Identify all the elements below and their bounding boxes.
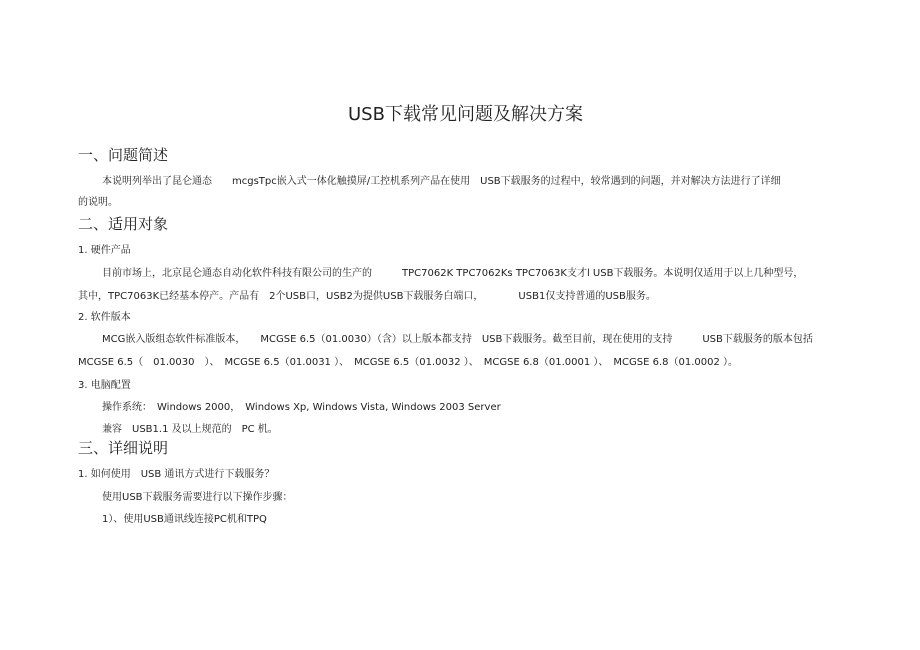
software-line-1: MCG嵌入版组态软件标准版本， MCGSE 6.5（01.0030）（含）以上版本都支持 USB下载服务。截至目前，现在使用的支持 USB下载服务的版本包括 [102, 334, 813, 345]
subsection-label-pc-config: 3. 电脑配置 [78, 380, 131, 391]
document-title: USB下载常见问题及解决方案 [348, 104, 583, 125]
hardware-line-2: 其中，TPC7063K已经基本停产。产品有 2个USB口，USB2为提供USB下载服务白端口， USB1仅支持普通的USB服务。 [78, 291, 656, 302]
section-heading-overview: 一、问题简述 [78, 146, 169, 164]
details-line-1: 使用USB下载服务需要进行以下操作步骤： [102, 492, 293, 503]
software-line-2: MCGSE 6.5（ 01.0030 ）、 MCGSE 6.5（01.0031 ）、 MCGSE 6.5（01.0032 ）、 MCGSE 6.8（01.0001 ）、 MCGSE 6.8（01.0002 ）。 [78, 357, 739, 368]
hardware-line-1: 目前市场上，北京昆仑通态自动化软件科技有限公司的生产的 TPC7062K TPC7062Ks TPC7063K支才l USB下载服务。本说明仅适用于以上几种型号， [102, 268, 804, 279]
subsection-label-usb-download: 1. 如何使用 USB 通讯方式进行下载服务？ [78, 469, 275, 480]
pc-config-line-2: 兼容 USB1.1 及以上规范的 PC 机。 [102, 424, 278, 435]
overview-line-2: 的说明。 [78, 197, 118, 208]
details-line-2: 1）、使用USB通讯线连接PC机和TPQ [102, 514, 267, 525]
subsection-label-software: 2. 软件版本 [78, 312, 131, 323]
section-heading-details: 三、详细说明 [78, 439, 169, 457]
overview-line-1: 本说明列举出了昆仑通态 mcgsTpc嵌入式一体化触摸屏/工控机系列产品在使用 USB下载服务的过程中，较常遇到的问题，并对解决方法进行了详细 [102, 176, 781, 187]
section-heading-scope: 二、适用对象 [78, 215, 169, 233]
subsection-label-hardware: 1. 硬件产品 [78, 245, 131, 256]
pc-config-line-1: 操作系统： Windows 2000， Windows Xp, Windows Vista, Windows 2003 Server [102, 402, 501, 413]
